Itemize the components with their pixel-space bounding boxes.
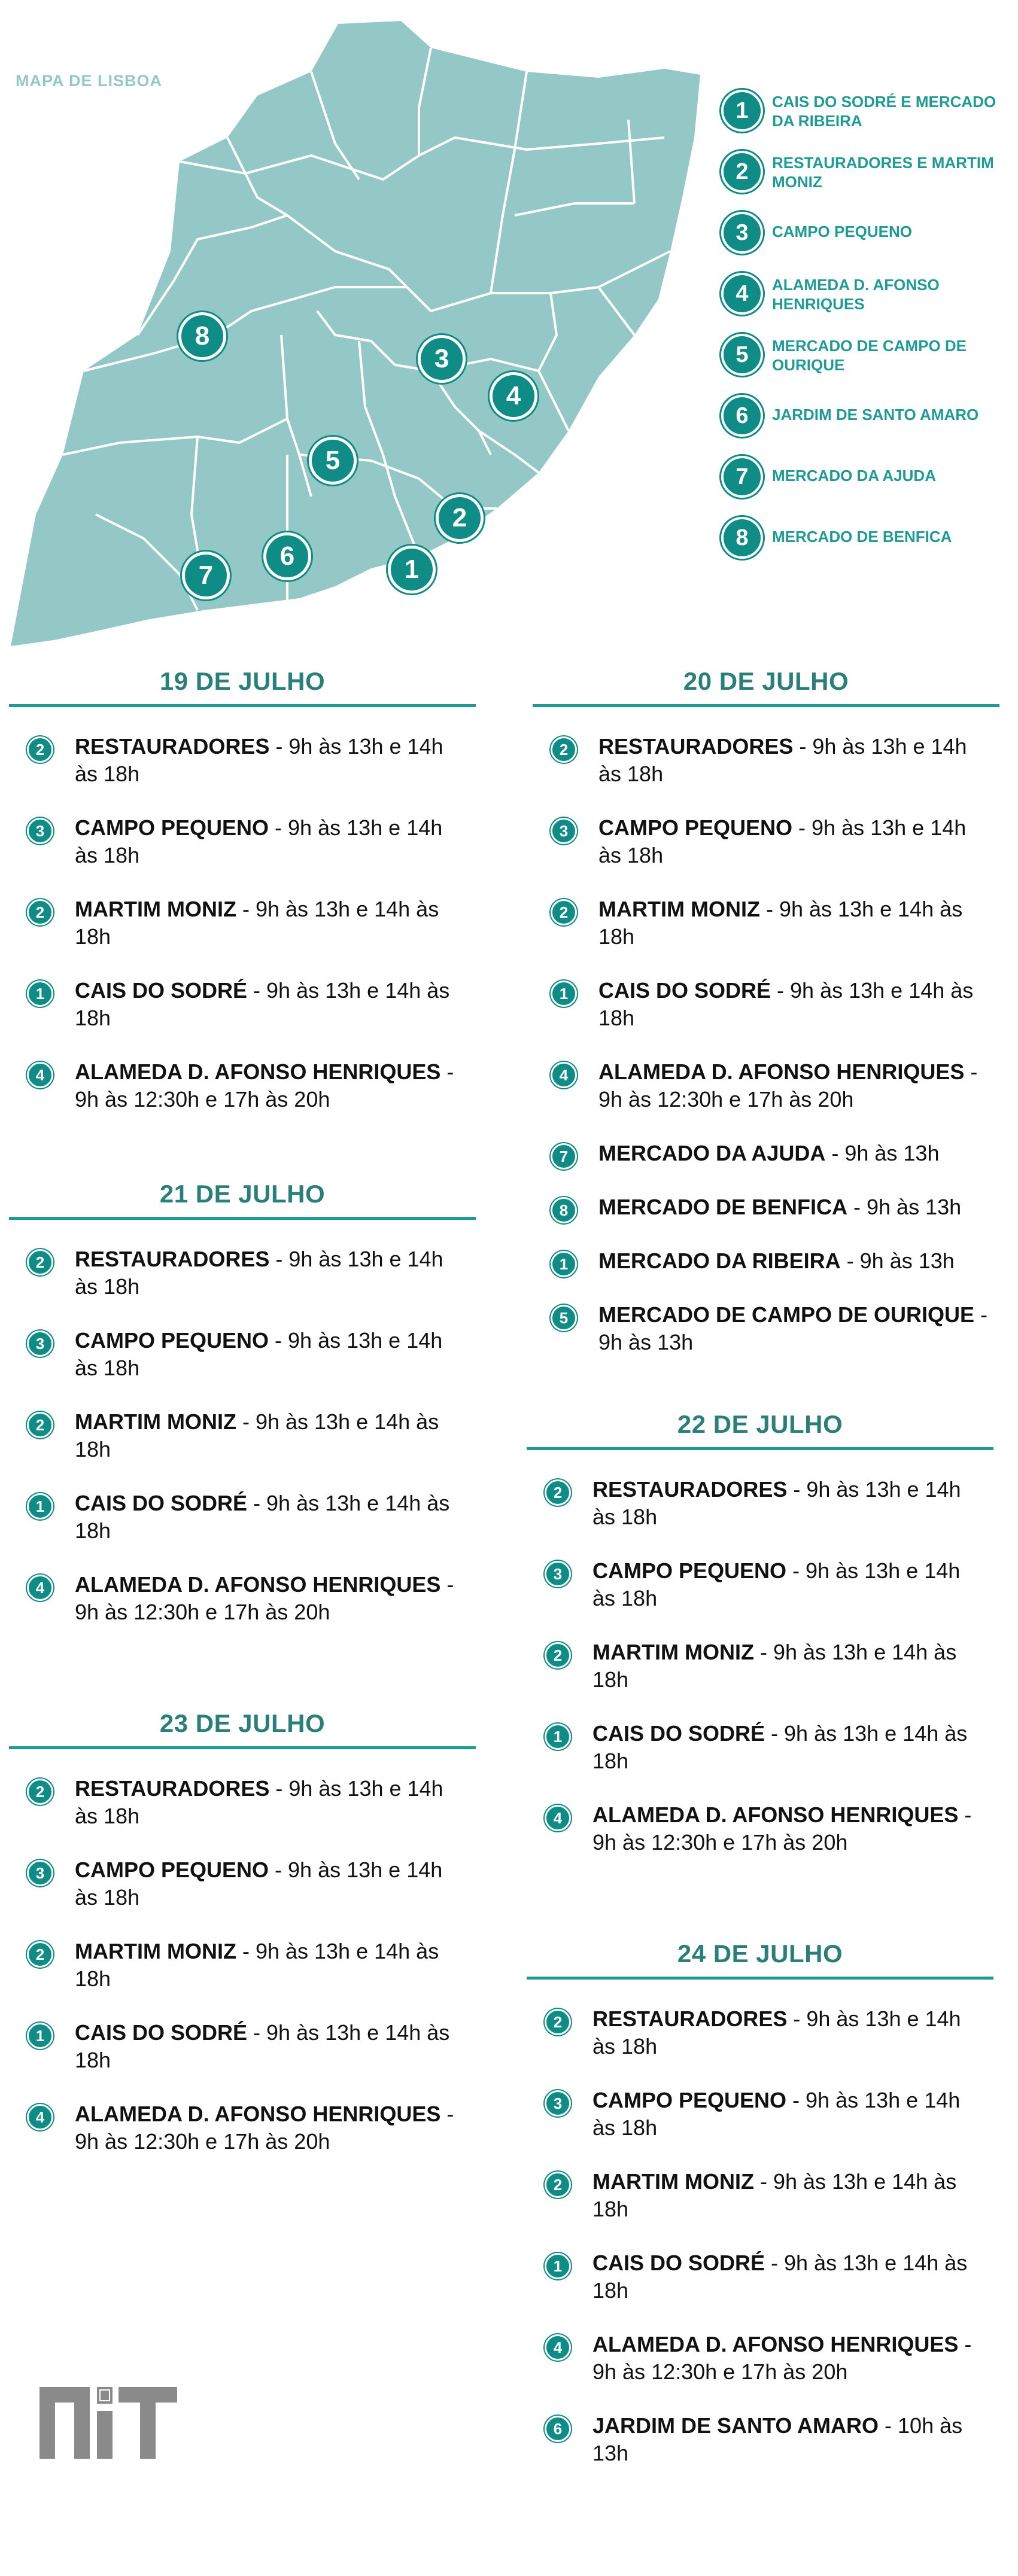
location-name: CAIS DO SODRÉ xyxy=(75,2020,248,2045)
location-name: ALAMEDA D. AFONSO HENRIQUES xyxy=(592,1802,959,1827)
location-name: CAMPO PEQUENO xyxy=(598,815,793,840)
legend-item xyxy=(721,395,1008,437)
location-hours: - 9h às 13h e 14h às 18h xyxy=(75,815,443,867)
legend-number: 5 xyxy=(721,334,763,376)
location-hours: - 9h às 12:30h e 17h às 20h xyxy=(598,1059,978,1112)
location-hours: - 9h às 13h e 14h às 18h xyxy=(75,2020,450,2072)
location-hours: - 9h às 13h e 14h às 18h xyxy=(75,1776,443,1828)
location-name: CAIS DO SODRÉ xyxy=(592,1721,765,1746)
legend-number: 2 xyxy=(721,151,763,193)
location-number: 1 xyxy=(551,1251,577,1277)
map-marker-7[interactable]: 7 xyxy=(182,552,230,599)
location-name: CAIS DO SODRÉ xyxy=(75,1491,248,1515)
map-marker-4[interactable]: 4 xyxy=(490,372,537,420)
location-hours: - 9h às 13h xyxy=(840,1249,955,1273)
location-name: RESTAURADORES xyxy=(75,1776,270,1801)
legend-label: MERCADO DE CAMPO DE OURIQUE xyxy=(772,337,967,374)
legend-item xyxy=(721,90,1008,132)
location-number: 3 xyxy=(27,818,53,844)
day-title: 20 DE JULHO xyxy=(683,667,849,695)
location-name: ALAMEDA D. AFONSO HENRIQUES xyxy=(75,1572,441,1597)
day-title: 21 DE JULHO xyxy=(159,1180,326,1208)
legend-item xyxy=(721,273,1008,315)
legend-item xyxy=(721,517,1008,559)
legend-label: MERCADO DA AJUDA xyxy=(772,467,936,485)
location-name: CAIS DO SODRÉ xyxy=(592,2251,765,2275)
location-number: 3 xyxy=(27,1860,53,1886)
location-hours: - 9h às 13h e 14h às 18h xyxy=(598,734,967,786)
location-hours: - 9h às 12:30h e 17h às 20h xyxy=(592,2332,972,2384)
location-number: 3 xyxy=(545,2090,571,2117)
location-number: 2 xyxy=(551,736,577,763)
location-hours: - 9h às 13h e 14h às 18h xyxy=(75,1409,439,1461)
location-name: CAMPO PEQUENO xyxy=(75,815,269,840)
day-divider xyxy=(9,1217,476,1220)
location-name: MARTIM MONIZ xyxy=(75,1939,236,1963)
location-number: 3 xyxy=(545,1561,571,1587)
legend-label: MERCADO DE BENFICA xyxy=(772,528,952,546)
day-title: 23 DE JULHO xyxy=(159,1709,326,1737)
location-name: ALAMEDA D. AFONSO HENRIQUES xyxy=(75,1059,441,1084)
location-hours: - 9h às 13h e 14h às 18h xyxy=(592,1558,961,1610)
location-name: ALAMEDA D. AFONSO HENRIQUES xyxy=(592,2332,959,2356)
location-name: RESTAURADORES xyxy=(75,1247,270,1271)
day-title: 19 DE JULHO xyxy=(159,667,326,695)
location-name: MARTIM MONIZ xyxy=(75,897,236,921)
legend-item xyxy=(721,151,1008,193)
location-hours: - 9h às 13h e 14h às 18h xyxy=(75,1328,443,1380)
location-number: 3 xyxy=(27,1330,53,1357)
location-hours: - 9h às 13h e 14h às 18h xyxy=(598,978,974,1030)
location-hours: - 9h às 13h e 14h às 18h xyxy=(592,1477,961,1529)
location-number: 2 xyxy=(545,2009,571,2035)
location-name: MERCADO DE BENFICA xyxy=(598,1195,848,1219)
legend-number: 6 xyxy=(721,395,763,437)
location-name: ALAMEDA D. AFONSO HENRIQUES xyxy=(75,2102,441,2126)
location-number: 4 xyxy=(27,1062,53,1088)
location-hours: - 9h às 13h e 14h às 18h xyxy=(75,1247,443,1299)
location-name: MARTIM MONIZ xyxy=(592,2169,754,2194)
location-number: 5 xyxy=(551,1305,577,1331)
location-number: 2 xyxy=(27,1249,53,1275)
location-number: 2 xyxy=(551,899,577,925)
location-number: 4 xyxy=(27,2104,53,2130)
location-name: RESTAURADORES xyxy=(75,734,270,759)
location-name: MARTIM MONIZ xyxy=(592,1640,754,1664)
location-number: 7 xyxy=(551,1143,577,1170)
location-name: CAIS DO SODRÉ xyxy=(598,978,771,1003)
map-marker-1[interactable]: 1 xyxy=(388,546,436,593)
location-hours: - 9h às 13h xyxy=(598,1302,988,1354)
day-divider xyxy=(533,704,999,707)
map-marker-5[interactable]: 5 xyxy=(309,437,357,485)
location-number: 1 xyxy=(27,981,53,1007)
location-number: 4 xyxy=(545,2334,571,2361)
location-name: MARTIM MONIZ xyxy=(598,897,760,921)
location-hours: - 9h às 12:30h e 17h às 20h xyxy=(75,1572,454,1624)
legend-number: 4 xyxy=(721,273,763,315)
location-name: CAIS DO SODRÉ xyxy=(75,978,248,1003)
location-hours: - 9h às 13h e 14h às 18h xyxy=(75,1939,439,1991)
location-hours: - 9h às 13h e 14h às 18h xyxy=(592,2006,961,2059)
location-number: 1 xyxy=(27,1493,53,1520)
legend-item xyxy=(721,456,1008,498)
location-number: 4 xyxy=(27,1575,53,1601)
day-title: 24 DE JULHO xyxy=(677,1939,843,1968)
location-number: 2 xyxy=(27,1412,53,1438)
location-number: 8 xyxy=(551,1197,577,1223)
location-name: CAMPO PEQUENO xyxy=(75,1858,269,1882)
location-hours: - 10h às 13h xyxy=(592,2413,963,2465)
location-name: RESTAURADORES xyxy=(592,2006,788,2031)
location-name: MARTIM MONIZ xyxy=(75,1409,236,1434)
location-number: 2 xyxy=(27,1941,53,1968)
location-name: CAMPO PEQUENO xyxy=(75,1328,269,1353)
day-divider xyxy=(527,1977,993,1980)
legend-label: ALAMEDA D. AFONSO HENRIQUES xyxy=(772,276,940,313)
location-hours: - 9h às 13h e 14h às 18h xyxy=(75,897,439,949)
location-name: JARDIM DE SANTO AMARO xyxy=(592,2413,879,2438)
legend-item xyxy=(721,334,1008,376)
location-hours: - 9h às 13h e 14h às 18h xyxy=(75,978,450,1030)
legend-label: CAIS DO SODRÉ E MERCADO DA RIBEIRA xyxy=(772,93,996,130)
map-marker-8[interactable]: 8 xyxy=(178,312,226,360)
map-marker-3[interactable]: 3 xyxy=(418,335,466,383)
location-name: MERCADO DA RIBEIRA xyxy=(598,1249,841,1273)
location-number: 4 xyxy=(551,1062,577,1088)
location-name: ALAMEDA D. AFONSO HENRIQUES xyxy=(598,1059,965,1084)
legend-number: 1 xyxy=(721,90,763,132)
legend-label: JARDIM DE SANTO AMARO xyxy=(772,406,979,424)
location-number: 3 xyxy=(551,818,577,844)
location-name: MERCADO DE CAMPO DE OURIQUE xyxy=(598,1302,975,1327)
location-number: 2 xyxy=(27,1779,53,1805)
location-hours: - 9h às 13h xyxy=(825,1141,940,1165)
location-hours: - 9h às 13h xyxy=(847,1195,962,1219)
location-number: 2 xyxy=(27,899,53,925)
lisbon-land xyxy=(11,21,700,646)
map-marker-6[interactable]: 6 xyxy=(263,532,311,580)
location-name: CAMPO PEQUENO xyxy=(592,2088,787,2112)
location-hours: - 9h às 13h e 14h às 18h xyxy=(598,897,963,949)
location-hours: - 9h às 13h e 14h às 18h xyxy=(592,2251,968,2303)
day-divider xyxy=(527,1447,993,1450)
nit-logo-icon xyxy=(39,2387,177,2459)
legend-number: 3 xyxy=(721,212,763,254)
location-hours: - 9h às 13h e 14h às 18h xyxy=(598,815,967,867)
map-marker-2[interactable]: 2 xyxy=(436,494,484,542)
location-hours: - 9h às 13h e 14h às 18h xyxy=(592,1640,957,1692)
location-hours: - 9h às 13h e 14h às 18h xyxy=(592,1721,968,1773)
location-number: 1 xyxy=(545,1724,571,1750)
location-number: 2 xyxy=(545,1479,571,1506)
location-hours: - 9h às 13h e 14h às 18h xyxy=(75,1491,450,1543)
location-number: 4 xyxy=(545,1805,571,1831)
legend-item xyxy=(721,212,1008,254)
location-hours: - 9h às 12:30h e 17h às 20h xyxy=(75,1059,454,1112)
location-name: MERCADO DA AJUDA xyxy=(598,1141,826,1165)
location-number: 2 xyxy=(27,736,53,763)
map-title: MAPA DE LISBOA xyxy=(16,72,163,90)
location-hours: - 9h às 13h e 14h às 18h xyxy=(75,734,443,786)
day-divider xyxy=(9,1746,476,1749)
location-hours: - 9h às 13h e 14h às 18h xyxy=(592,2088,961,2140)
day-divider xyxy=(9,704,476,707)
location-number: 2 xyxy=(545,1642,571,1668)
location-number: 2 xyxy=(545,2172,571,2198)
location-number: 1 xyxy=(27,2023,53,2049)
legend-label: RESTAURADORES E MARTIM MONIZ xyxy=(772,154,994,191)
location-hours: - 9h às 13h e 14h às 18h xyxy=(592,2169,957,2221)
location-hours: - 9h às 12:30h e 17h às 20h xyxy=(75,2102,454,2154)
location-number: 1 xyxy=(551,981,577,1007)
location-hours: - 9h às 12:30h e 17h às 20h xyxy=(592,1802,972,1855)
location-name: RESTAURADORES xyxy=(592,1477,788,1502)
legend-number: 7 xyxy=(721,456,763,498)
legend-label: CAMPO PEQUENO xyxy=(772,223,913,240)
location-name: RESTAURADORES xyxy=(598,734,794,759)
location-hours: - 9h às 13h e 14h às 18h xyxy=(75,1858,443,1910)
day-title: 22 DE JULHO xyxy=(677,1410,843,1438)
location-number: 6 xyxy=(545,2416,571,2442)
location-number: 1 xyxy=(545,2253,571,2279)
legend-number: 8 xyxy=(721,517,763,559)
location-name: CAMPO PEQUENO xyxy=(592,1558,787,1583)
